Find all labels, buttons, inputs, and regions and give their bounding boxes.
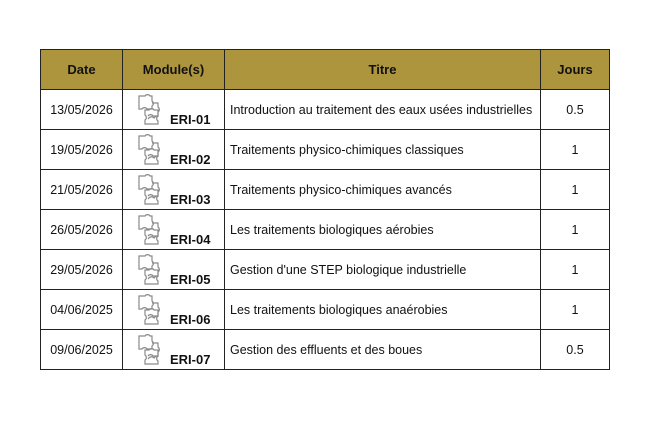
header-jours: Jours [541,50,610,90]
titre-cell: Gestion des effluents et des boues [225,330,541,370]
module-cell [123,90,225,130]
module-code: ERI-03 [170,192,211,207]
module-cell [123,330,225,370]
module-code: ERI-07 [170,352,211,367]
table-row [41,210,610,250]
jours-cell: 1 [541,130,610,170]
header-row [41,50,610,90]
table-row [41,250,610,290]
jours-cell: 1 [541,170,610,210]
titre-cell: Les traitements biologiques aérobies [225,210,541,250]
header-titre: Titre [225,50,541,90]
module-code: ERI-06 [170,312,211,327]
header-modules: Module(s) [123,50,225,90]
module-code: ERI-02 [170,152,211,167]
titre-cell: Gestion d'une STEP biologique industrielle [225,250,541,290]
module-code: ERI-04 [170,232,211,247]
module-cell [123,170,225,210]
date-cell: 26/05/2026 [41,210,123,250]
jours-cell: 0.5 [541,90,610,130]
table-row [41,90,610,130]
puzzle-icon [135,132,169,166]
jours-cell: 0.5 [541,330,610,370]
module-cell [123,250,225,290]
titre-cell: Traitements physico-chimiques avancés [225,170,541,210]
date-cell: 13/05/2026 [41,90,123,130]
date-cell: 09/06/2025 [41,330,123,370]
module-code: ERI-05 [170,272,211,287]
module-code: ERI-01 [170,112,211,127]
puzzle-icon [135,212,169,246]
date-cell: 29/05/2026 [41,250,123,290]
table-row [41,330,610,370]
training-schedule-table [40,49,610,370]
table-row [41,130,610,170]
date-cell: 04/06/2025 [41,290,123,330]
module-cell [123,130,225,170]
module-cell [123,290,225,330]
puzzle-icon [135,252,169,286]
jours-cell: 1 [541,210,610,250]
date-cell: 19/05/2026 [41,130,123,170]
puzzle-icon [135,172,169,206]
puzzle-icon [135,292,169,326]
jours-cell: 1 [541,290,610,330]
header-date: Date [41,50,123,90]
puzzle-icon [135,92,169,126]
titre-cell: Introduction au traitement des eaux usées industrielles [225,90,541,130]
date-cell: 21/05/2026 [41,170,123,210]
titre-cell: Les traitements biologiques anaérobies [225,290,541,330]
module-cell [123,210,225,250]
puzzle-icon [135,332,169,366]
table-row [41,290,610,330]
jours-cell: 1 [541,250,610,290]
table-row [41,170,610,210]
titre-cell: Traitements physico-chimiques classiques [225,130,541,170]
